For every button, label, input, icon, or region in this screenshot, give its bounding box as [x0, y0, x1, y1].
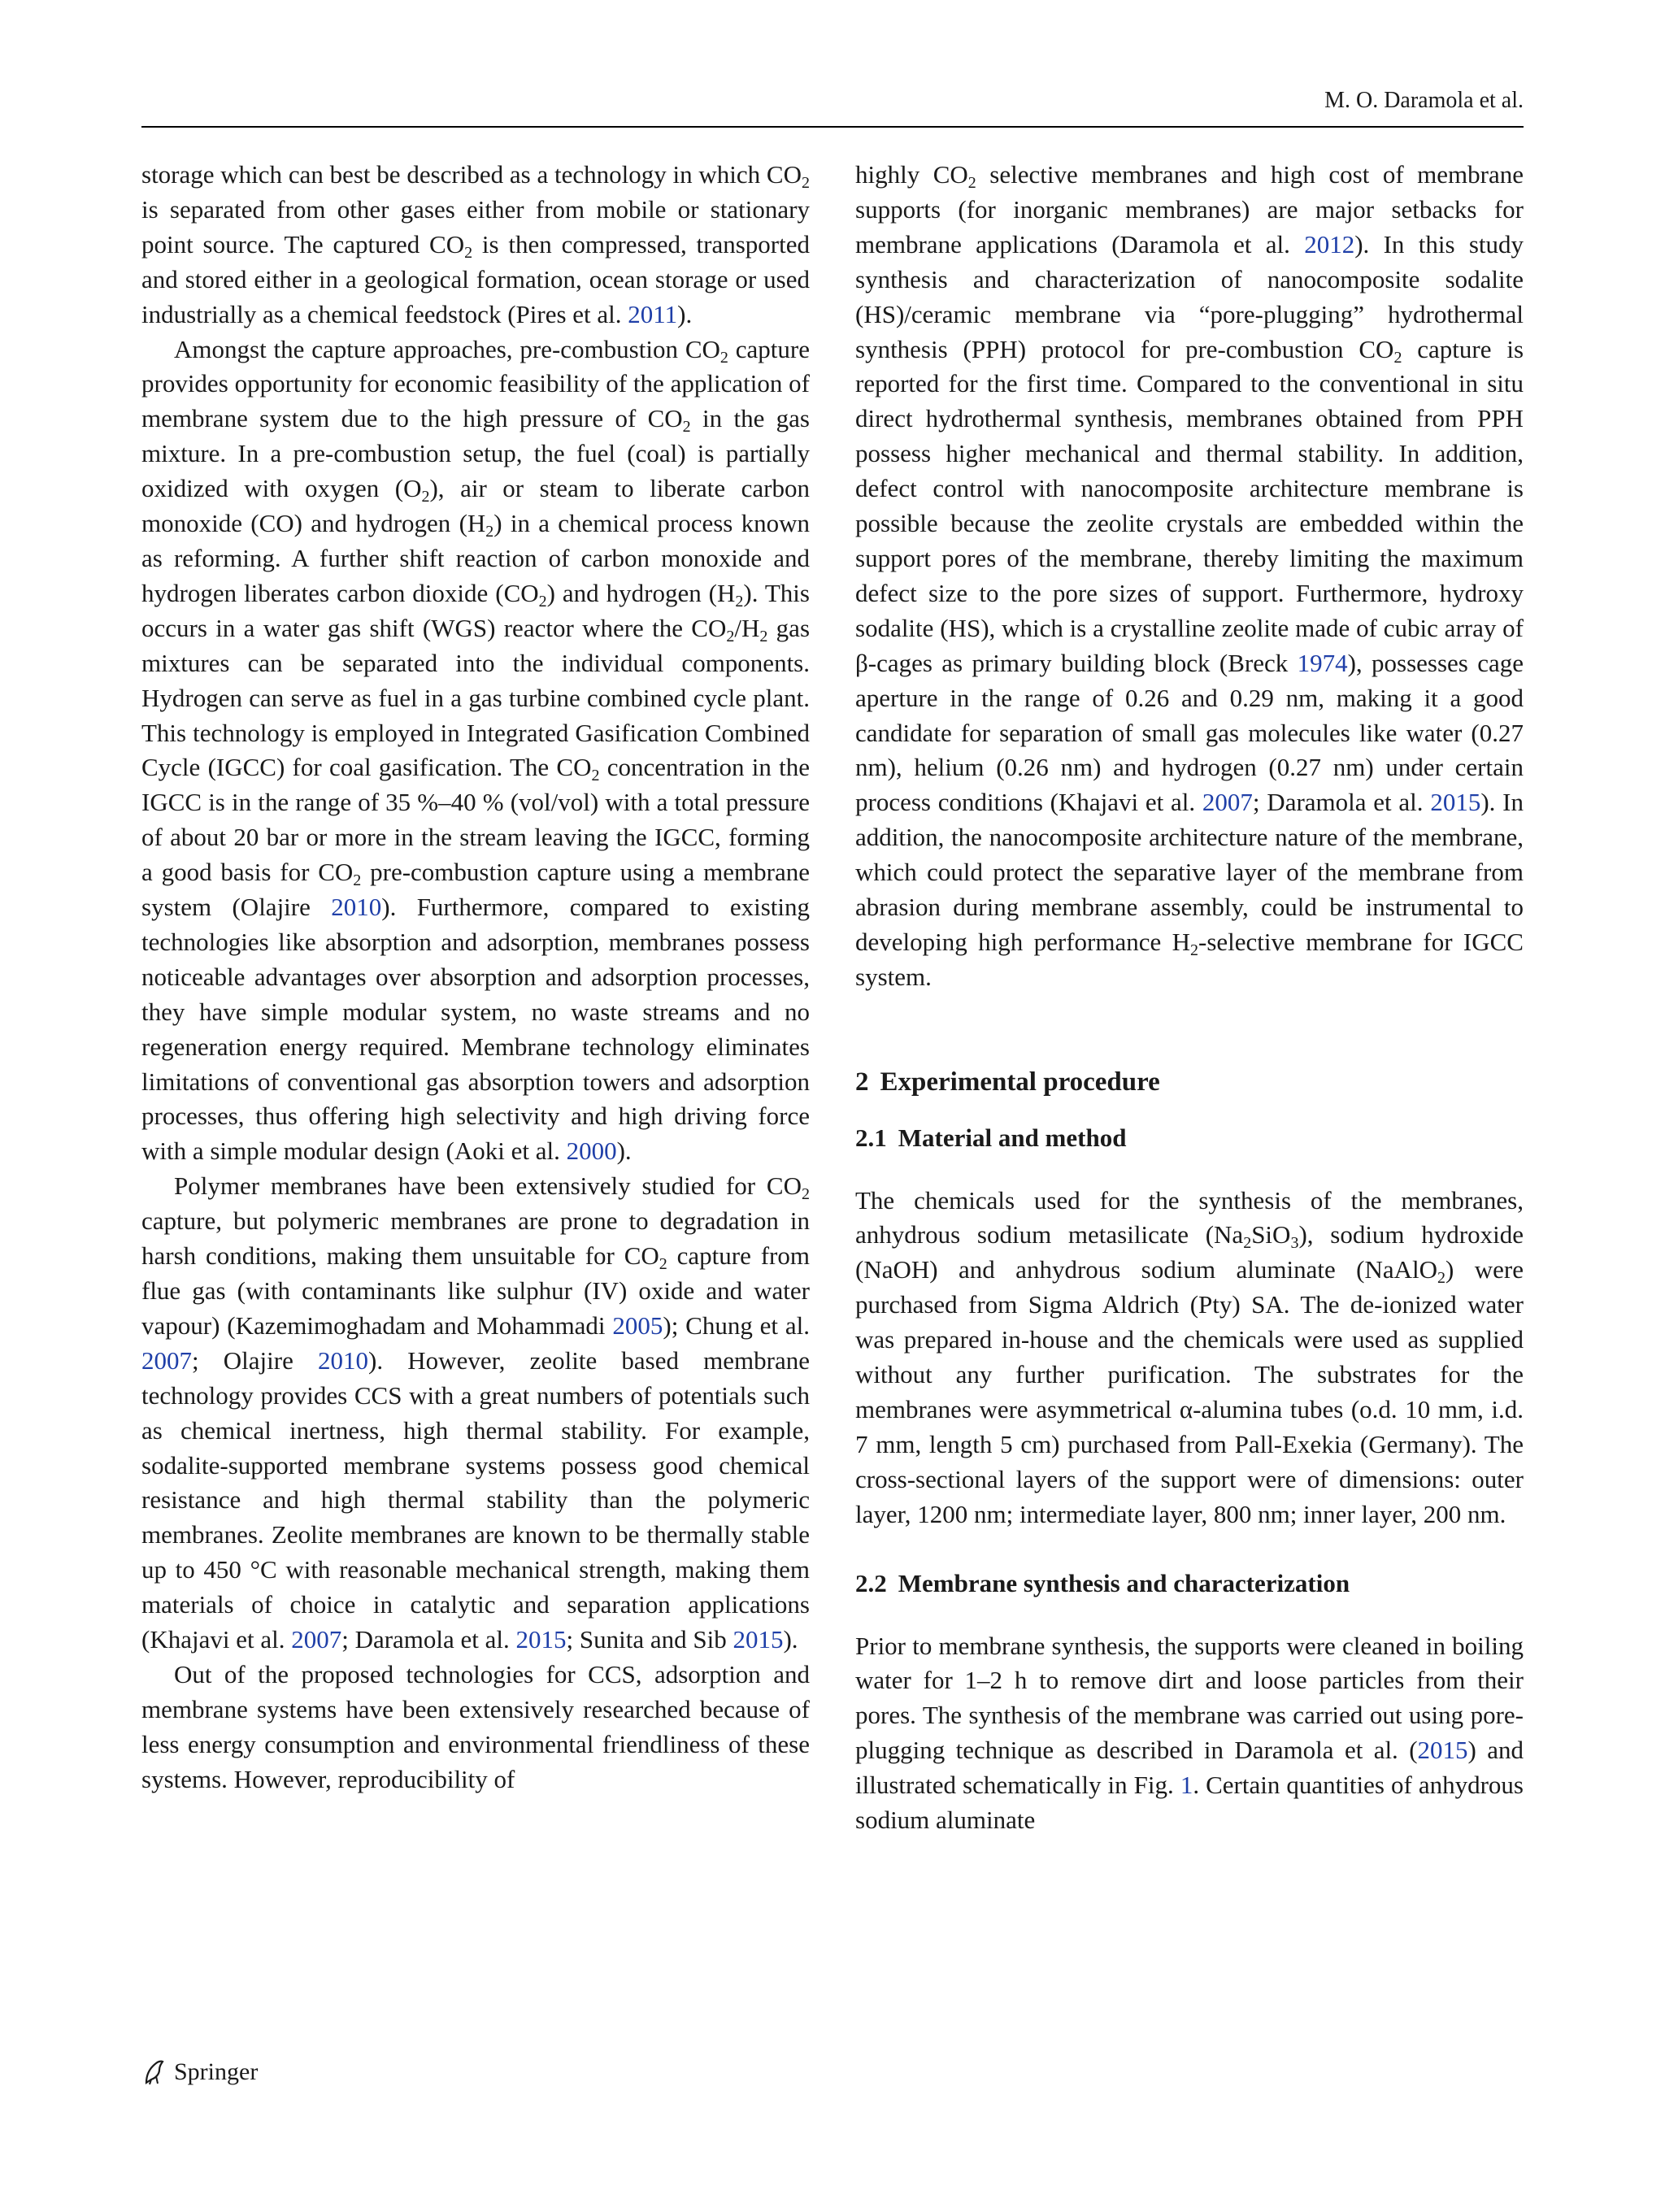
citation-link[interactable]: 2010 [318, 1345, 369, 1375]
citation-link[interactable]: 2015 [733, 1625, 784, 1654]
publisher-logo [141, 2058, 258, 2086]
header-rule [141, 126, 1524, 128]
paragraph: highly $CO_2$ selective membranes and high cost of membrane supports (for inorganic membranes) are major setbacks for membrane applications (Daramola et al. 2012). In this study synthesis and characterization of nanocomposite sodalite (HS)/ceramic membrane via “pore-plugging” hydrothermal synthesis (PPH) protocol for pre-combustion $CO_2$ capture is reported for the first time. Compared to the conventional in situ direct hydrothermal synthesis, membranes obtained from PPH possess higher mechanical and thermal stability. In addition, defect control with nanocomposite architecture membrane is possible because the zeolite crystals are embedded within the support pores of the membrane, thereby limiting the maximum defect size to the pore sizes of support. Furthermore, hydroxy sodalite (HS), which is a crystalline zeolite made of cubic array of β-cages as primary building block (Breck 1974), possesses cage aperture in the range of 0.26 and 0.29 nm, making it a good candidate for separation of small gas molecules like water (0.27 nm), helium (0.26 nm) and hydrogen (0.27 nm) under certain process conditions (Khajavi et al. 2007; Daramola et al. 2015). In addition, the nanocomposite architecture nature of the membrane, which could protect the separative layer of the membrane from abrasion during membrane assembly, could be instrumental to developing high performance $H_2$-selective membrane for IGCC system. [855, 160, 1524, 991]
paragraph: The chemicals used for the synthesis of the membranes, anhydrous sodium metasilicate $(Na_2SiO_3)$, sodium hydroxide (NaOH) and anhydrous sodium aluminate (NaAlO$_2$) were purchased from Sigma Aldrich (Pty) SA. The de-ionized water was prepared in-house and the chemicals were used as supplied without any further purification. The substrates for the membranes were asymmetrical α-alumina tubes (o.d. 10 mm, i.d. 7 mm, length 5 cm) purchased from Pall-Exekia (Germany). The cross-sectional layers of the support were of dimensions: outer layer, 1200 nm; intermediate layer, 800 nm; inner layer, 200 nm. [855, 1185, 1524, 1528]
paragraph: Out of the proposed technologies for CCS, adsorption and membrane systems have been extensively researched because of less energy consumption and environmental friendliness of these systems. However, reproducibility of [141, 1659, 810, 1793]
citation-link[interactable]: 2011 [628, 299, 678, 328]
citation-link[interactable]: 2007 [141, 1345, 192, 1375]
figure-link[interactable]: 1 [1180, 1771, 1193, 1800]
subsection-heading: 2.1 Material and method [855, 1123, 1127, 1152]
citation-link[interactable]: 2015 [1417, 1736, 1468, 1765]
citation-link[interactable]: 1974 [1297, 648, 1348, 677]
paragraph: Prior to membrane synthesis, the supports were cleaned in boiling water for 1–2 h to remove dirt and loose particles from their pores. The synthesis of the membrane was carried out using pore-plugging technique as described in Daramola et al. (2015) and illustrated schematically in Fig. 1. Certain quantities of anhydrous sodium aluminate [855, 1631, 1524, 1835]
springer-horse-icon [141, 2058, 167, 2086]
right-column [855, 158, 1524, 1838]
citation-link[interactable]: 2007 [1202, 788, 1253, 817]
citation-link[interactable]: 2000 [566, 1136, 617, 1166]
left-column [141, 158, 810, 1797]
citation-link[interactable]: 2010 [331, 893, 382, 922]
paragraph: Polymer membranes have been extensively studied for $CO_2$ capture, but polymeric membranes are prone to degradation in harsh conditions, making them unsuitable for $CO_2$ capture from flue gas (with contaminants like sulphur (IV) oxide and water vapour) (Kazemimoghadam and Mohammadi 2005); Chung et al. 2007; Olajire 2010). However, zeolite based membrane technology provides CCS with a great numbers of potentials such as chemical inertness, high thermal stability. For example, sodalite-supported membrane systems possess good chemical resistance and high thermal stability than the polymeric membranes. Zeolite membranes are known to be thermally stable up to 450 °C with reasonable mechanical strength, making them materials of choice in catalytic and separation applications (Khajavi et al. 2007; Daramola et al. 2015; Sunita and Sib 2015). [141, 1171, 811, 1654]
publisher-name: Springer [174, 2058, 259, 2085]
citation-link[interactable]: 2015 [1430, 788, 1481, 817]
citation-link[interactable]: 2012 [1304, 229, 1355, 259]
citation-link[interactable]: 2015 [515, 1625, 567, 1654]
citation-link[interactable]: 2005 [612, 1310, 663, 1340]
paragraph: Amongst the capture approaches, pre-combustion $CO_2$ capture provides opportunity for economic feasibility of the application of membrane system due to the high pressure of $CO_2$ in the gas mixture. In a pre-combustion setup, the fuel (coal) is partially oxidized with oxygen $(O_2)$, air or steam to liberate carbon monoxide (CO) and hydrogen $(H_2)$ in a chemical process known as reforming. A further shift reaction of carbon monoxide and hydrogen liberates carbon dioxide $(CO_2)$ and hydrogen $(H_2)$. This occurs in a water gas shift (WGS) reactor where the $CO_2/H_2$ gas mixtures can be separated into the individual components. Hydrogen can serve as fuel in a gas turbine combined cycle plant. This technology is employed in Integrated Gasification Combined Cycle (IGCC) for coal gasification. The $CO_2$ concentration in the IGCC is in the range of 35 %–40 % (vol/vol) with a total pressure of about 20 bar or more in the stream leaving the IGCC, forming a good basis for $CO_2$ pre-combustion capture using a membrane system (Olajire 2010). Furthermore, compared to existing technologies like absorption and adsorption, membranes possess noticeable advantages over absorption and adsorption processes, they have simple modular system, no waste streams and no regeneration energy required. Membrane technology eliminates limitations of conventional gas absorption towers and adsorption processes, thus offering high selectivity and high driving force with a simple modular design (Aoki et al. 2000). [141, 334, 811, 1166]
citation-link[interactable]: 2007 [291, 1625, 342, 1654]
subsection-heading: 2.2 Membrane synthesis and characterization [855, 1568, 1350, 1597]
paragraph: storage which can best be described as a technology in which $CO_2$ is separated from other gases either from mobile or stationary point source. The captured $CO_2$ is then compressed, transported and stored either in a geological formation, ocean storage or used industrially as a chemical feedstock (Pires et al. 2011). [141, 160, 810, 328]
section-heading: 2 Experimental procedure [855, 1067, 1160, 1097]
running-header-author: M. O. Daramola et al. [1324, 88, 1524, 113]
